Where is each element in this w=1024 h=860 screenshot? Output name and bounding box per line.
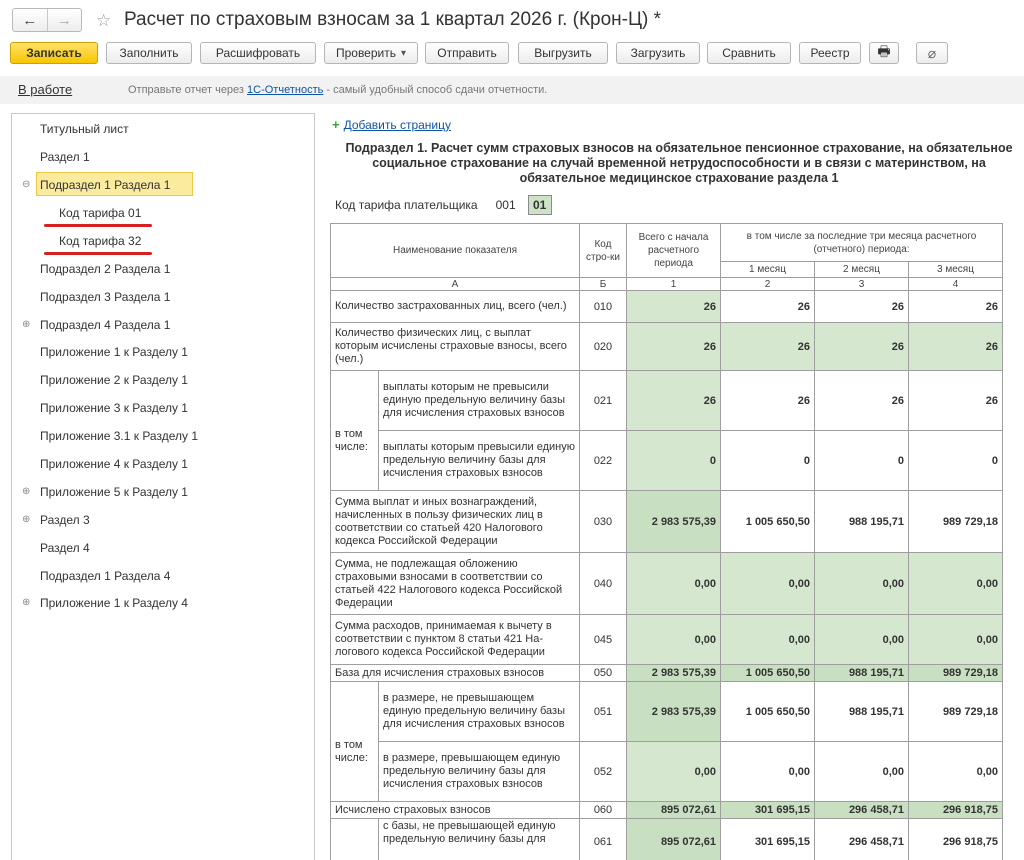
tree-item-section-3[interactable]: Раздел 3 bbox=[40, 513, 90, 527]
row-code: 010 bbox=[580, 291, 627, 323]
tariff-label: Код тарифа плательщика bbox=[335, 198, 478, 212]
tree-item-tariff-01[interactable]: Код тарифа 01 bbox=[59, 206, 142, 220]
forward-arrow-icon[interactable]: → bbox=[47, 9, 82, 31]
status-hint-suffix: - самый удобный способ сдачи отчетности. bbox=[323, 84, 548, 96]
save-button[interactable]: Записать bbox=[10, 42, 98, 64]
row-name: в размере, не превышающем единую предельную величину базы для исчисления страховых взносов bbox=[379, 682, 580, 742]
section-tree bbox=[11, 113, 315, 860]
header-total: Всего с начала расчетного периода bbox=[627, 224, 721, 278]
value-cell[interactable]: 2 983 575,39 bbox=[627, 491, 721, 553]
1c-reporting-link[interactable]: 1С-Отчетность bbox=[247, 84, 324, 96]
value-cell[interactable]: 2 983 575,39 bbox=[627, 682, 721, 742]
value-cell[interactable]: 26 bbox=[627, 371, 721, 431]
value-cell[interactable]: 26 bbox=[909, 323, 1003, 371]
expand-icon[interactable]: ⊕ bbox=[22, 486, 31, 497]
value-cell[interactable]: 2 983 575,39 bbox=[627, 665, 721, 682]
plus-icon[interactable]: + bbox=[332, 117, 340, 132]
value-cell[interactable]: 0,00 bbox=[721, 553, 815, 615]
value-cell[interactable]: 301 695,15 bbox=[721, 819, 815, 860]
value-cell[interactable]: 296 458,71 bbox=[815, 819, 909, 860]
favorite-star-icon[interactable]: ☆ bbox=[96, 11, 112, 30]
tree-item-appendix-3-1[interactable]: Приложение 3 к Разделу 1 bbox=[40, 401, 188, 415]
row-code: 050 bbox=[580, 665, 627, 682]
table-row bbox=[331, 819, 1003, 860]
value-cell[interactable]: 0 bbox=[721, 431, 815, 491]
row-name: Количество физических лиц, с выплат которым исчислены страховые взносы, всего (чел.) bbox=[331, 323, 580, 371]
value-cell[interactable]: 895 072,61 bbox=[627, 819, 721, 860]
table-row bbox=[331, 682, 1003, 742]
tree-item-title-page[interactable]: Титульный лист bbox=[40, 122, 129, 136]
row-code: 021 bbox=[580, 371, 627, 431]
tree-item-appendix-5-1[interactable]: Приложение 5 к Разделу 1 bbox=[40, 485, 188, 499]
value-cell[interactable]: 989 729,18 bbox=[909, 682, 1003, 742]
table-row bbox=[331, 742, 1003, 802]
row-name: Количество застрахованных лиц, всего (чел.) bbox=[331, 291, 580, 323]
including-label: в том числе: bbox=[331, 682, 379, 802]
add-page-link[interactable]: Добавить страницу bbox=[343, 118, 452, 132]
value-cell[interactable]: 26 bbox=[815, 371, 909, 431]
row-code: 051 bbox=[580, 682, 627, 742]
row-name: Сумма, не подлежащая обложению страховыми взносами в соответствии со статьей 422 Налогового кодекса Российской Федерации bbox=[331, 553, 580, 615]
attachment-icon[interactable]: ⌀ bbox=[916, 42, 948, 64]
tree-item-subsection-4-1[interactable]: Подраздел 4 Раздела 1 bbox=[40, 318, 171, 332]
row-code: 061 bbox=[580, 819, 627, 860]
tree-item-appendix-1-1[interactable]: Приложение 1 к Разделу 1 bbox=[40, 345, 188, 359]
export-button[interactable]: Выгрузить bbox=[518, 42, 608, 64]
expand-icon[interactable]: ⊕ bbox=[22, 597, 31, 608]
compare-button[interactable]: Сравнить bbox=[707, 42, 791, 64]
value-cell[interactable]: 0,00 bbox=[721, 742, 815, 802]
value-cell[interactable]: 26 bbox=[815, 323, 909, 371]
expand-icon[interactable]: ⊕ bbox=[22, 319, 31, 330]
row-code: 030 bbox=[580, 491, 627, 553]
check-button[interactable] bbox=[324, 42, 418, 64]
row-code: 052 bbox=[580, 742, 627, 802]
send-button[interactable]: Отправить bbox=[425, 42, 509, 64]
value-cell[interactable]: 1 005 650,50 bbox=[721, 682, 815, 742]
tree-item-appendix-4-1[interactable]: Приложение 4 к Разделу 1 bbox=[40, 457, 188, 471]
status-hint-prefix: Отправьте отчет через bbox=[128, 84, 248, 96]
value-cell[interactable]: 26 bbox=[909, 291, 1003, 323]
table-row bbox=[331, 323, 1003, 371]
value-cell[interactable]: 296 918,75 bbox=[909, 819, 1003, 860]
tree-item-subsection-2-1[interactable]: Подраздел 2 Раздела 1 bbox=[40, 262, 171, 276]
table-row bbox=[331, 491, 1003, 553]
back-arrow-icon[interactable]: ← bbox=[22, 11, 38, 29]
row-name: с базы, не превышающей единую предельную величину базы для bbox=[379, 819, 580, 860]
fill-button[interactable]: Заполнить bbox=[106, 42, 192, 64]
row-name: в размере, превышающем единую предельную величину базы для исчисления страховых взносов bbox=[379, 742, 580, 802]
value-cell[interactable]: 0 bbox=[909, 431, 1003, 491]
row-name: База для исчисления страховых взносов bbox=[331, 665, 580, 682]
tariff-row bbox=[335, 195, 552, 215]
tree-item-tariff-32[interactable]: Код тарифа 32 bbox=[59, 234, 142, 248]
header-month-2: 2 месяц bbox=[815, 262, 909, 278]
value-cell[interactable]: 26 bbox=[721, 371, 815, 431]
header-last-three-months: в том числе за последние три месяца расчетного (отчетного) периода: bbox=[721, 224, 1003, 262]
chevron-down-icon: ▾ bbox=[400, 47, 407, 59]
table-row bbox=[331, 431, 1003, 491]
tree-item-appendix-2-1[interactable]: Приложение 2 к Разделу 1 bbox=[40, 373, 188, 387]
tree-item-subsection-1-4[interactable]: Подраздел 1 Раздела 4 bbox=[40, 569, 171, 583]
value-cell[interactable]: 0,00 bbox=[627, 615, 721, 665]
tariff-value-field[interactable]: 01 bbox=[528, 195, 552, 215]
column-number: 1 bbox=[627, 278, 721, 291]
collapse-icon[interactable]: ⊖ bbox=[22, 179, 31, 190]
value-cell[interactable]: 1 005 650,50 bbox=[721, 491, 815, 553]
tariff-code: 001 bbox=[495, 198, 516, 212]
value-cell[interactable]: 26 bbox=[627, 323, 721, 371]
tree-item-subsection-3-1[interactable]: Подраздел 3 Раздела 1 bbox=[40, 290, 171, 304]
value-cell[interactable]: 0,00 bbox=[909, 742, 1003, 802]
header-month-3: 3 месяц bbox=[909, 262, 1003, 278]
column-number: 3 bbox=[815, 278, 909, 291]
tree-item-section-1[interactable]: Раздел 1 bbox=[40, 150, 90, 164]
table-row bbox=[331, 665, 1003, 682]
column-number: Б bbox=[580, 278, 627, 291]
window-title: Расчет по страховым взносам за 1 квартал 2026 г. (Крон-Ц) * bbox=[124, 9, 662, 30]
row-code: 045 bbox=[580, 615, 627, 665]
column-number: 4 bbox=[909, 278, 1003, 291]
value-cell[interactable]: 989 729,18 bbox=[909, 665, 1003, 682]
registry-button[interactable]: Реестр bbox=[799, 42, 861, 64]
value-cell[interactable]: 0,00 bbox=[721, 615, 815, 665]
header-month-1: 1 месяц bbox=[721, 262, 815, 278]
table-row bbox=[331, 371, 1003, 431]
row-name: выплаты которым превысили единую предельную величину базы для исчисления страховых взносов bbox=[379, 431, 580, 491]
value-cell[interactable]: 296 918,75 bbox=[909, 802, 1003, 819]
row-name: Сумма расходов, принимаемая к вычету в соответствии с пунктом 8 статьи 421 На-логового кодекса Российской Федерации bbox=[331, 615, 580, 665]
row-name: Сумма выплат и иных вознаграждений, начисленных в пользу физических лиц в соответствии со статьей 420 Налогового кодекса Российской Федерации bbox=[331, 491, 580, 553]
including-label: в том числе: bbox=[331, 371, 379, 491]
column-number: 2 bbox=[721, 278, 815, 291]
row-code: 060 bbox=[580, 802, 627, 819]
value-cell[interactable]: 895 072,61 bbox=[627, 802, 721, 819]
report-status-link[interactable]: В работе bbox=[18, 82, 73, 97]
nav-buttons bbox=[12, 8, 82, 32]
value-cell[interactable]: 26 bbox=[815, 291, 909, 323]
value-cell[interactable]: 296 458,71 bbox=[815, 802, 909, 819]
status-hint bbox=[128, 84, 547, 96]
tree-item-section-4[interactable]: Раздел 4 bbox=[40, 541, 90, 555]
decode-button[interactable]: Расшифровать bbox=[200, 42, 316, 64]
value-cell[interactable]: 0,00 bbox=[815, 742, 909, 802]
form-heading: Подраздел 1. Расчет сумм страховых взносов на обязательное пенсионное страхование, на обязательное социальное страхование на случай временной нетрудоспособности и в связи с материнством, на обязательное медицинское страхование раздела 1 bbox=[345, 141, 1013, 185]
value-cell[interactable]: 26 bbox=[721, 323, 815, 371]
header-name: Наименование показателя bbox=[331, 224, 580, 278]
title-bar bbox=[0, 0, 1024, 40]
row-code: 040 bbox=[580, 553, 627, 615]
spacer-cell bbox=[331, 819, 379, 860]
value-cell[interactable]: 989 729,18 bbox=[909, 491, 1003, 553]
tree-item-appendix-1-4[interactable]: Приложение 1 к Разделу 4 bbox=[40, 596, 188, 610]
report-form bbox=[324, 113, 1024, 860]
value-cell[interactable]: 0,00 bbox=[627, 553, 721, 615]
row-code: 020 bbox=[580, 323, 627, 371]
value-cell[interactable]: 0,00 bbox=[627, 742, 721, 802]
table-row bbox=[331, 802, 1003, 819]
value-cell[interactable]: 988 195,71 bbox=[815, 665, 909, 682]
check-button-label: Проверить bbox=[335, 46, 396, 60]
value-cell[interactable]: 0,00 bbox=[909, 615, 1003, 665]
header-code: Код стро-ки bbox=[580, 224, 627, 278]
tree-item-appendix-3-1-1[interactable]: Приложение 3.1 к Разделу 1 bbox=[40, 429, 198, 443]
value-cell[interactable]: 0,00 bbox=[909, 553, 1003, 615]
row-name: Исчислено страховых взносов bbox=[331, 802, 580, 819]
red-underline-mark bbox=[44, 252, 152, 255]
row-code: 022 bbox=[580, 431, 627, 491]
add-page-row bbox=[332, 117, 451, 131]
value-cell[interactable]: 26 bbox=[627, 291, 721, 323]
column-number: А bbox=[331, 278, 580, 291]
value-cell[interactable]: 0 bbox=[627, 431, 721, 491]
status-bar bbox=[0, 76, 1024, 104]
table-row bbox=[331, 615, 1003, 665]
print-icon[interactable]: 🖶 bbox=[869, 42, 899, 64]
value-cell[interactable]: 26 bbox=[909, 371, 1003, 431]
red-underline-mark bbox=[44, 224, 152, 227]
value-cell[interactable]: 26 bbox=[721, 291, 815, 323]
table-row bbox=[331, 553, 1003, 615]
value-cell[interactable]: 301 695,15 bbox=[721, 802, 815, 819]
table-row bbox=[331, 291, 1003, 323]
expand-icon[interactable]: ⊕ bbox=[22, 514, 31, 525]
import-button[interactable]: Загрузить bbox=[616, 42, 700, 64]
value-cell[interactable]: 988 195,71 bbox=[815, 491, 909, 553]
row-name: выплаты которым не превысили единую предельную величину базы для исчисления страховых взносов bbox=[379, 371, 580, 431]
value-cell[interactable]: 1 005 650,50 bbox=[721, 665, 815, 682]
tree-item-subsection-1-1[interactable]: Подраздел 1 Раздела 1 bbox=[40, 178, 171, 192]
value-cell[interactable]: 0,00 bbox=[815, 615, 909, 665]
value-cell[interactable]: 0 bbox=[815, 431, 909, 491]
contributions-table bbox=[330, 223, 1003, 860]
value-cell[interactable]: 0,00 bbox=[815, 553, 909, 615]
value-cell[interactable]: 988 195,71 bbox=[815, 682, 909, 742]
